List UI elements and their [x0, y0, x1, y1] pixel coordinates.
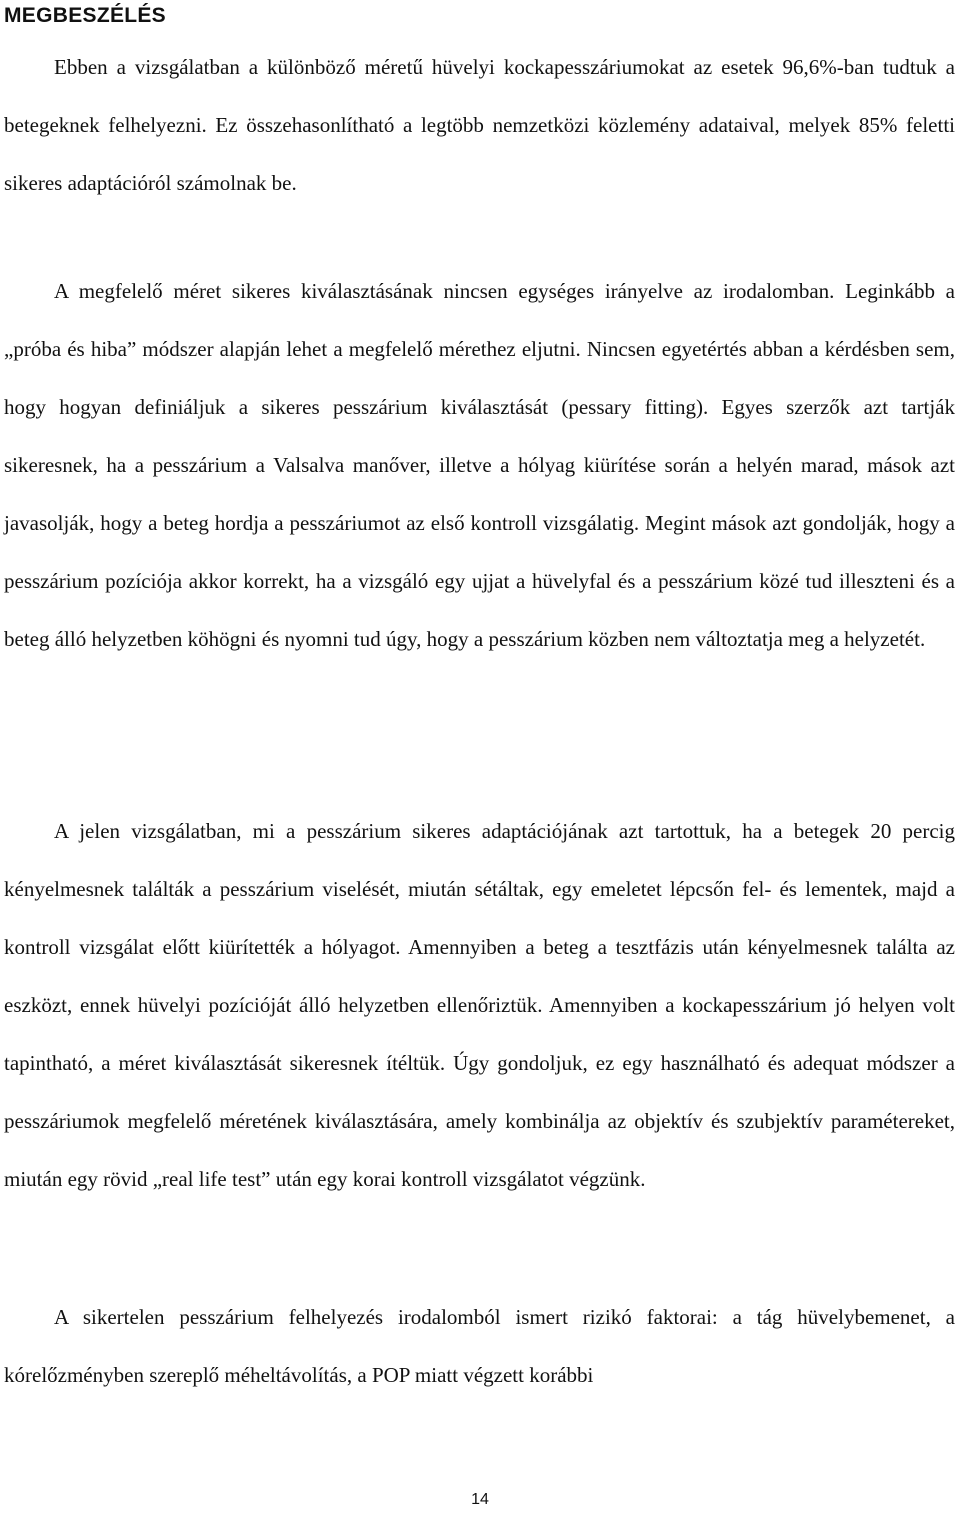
page-number: 14 [471, 1491, 489, 1508]
paragraph-4: A sikertelen pesszárium felhelyezés irodalomból ismert rizikó faktorai: a tág hüvelybemenet, a kórelőzményben szereplő méheltávolítás, a POP miatt végzett korábbi [4, 1305, 955, 1387]
paragraph-1: Ebben a vizsgálatban a különböző méretű hüvelyi kockapesszáriumokat az esetek 96,6%-ban tudtuk a betegeknek felhelyezni. Ez összehasonlítható a legtöbb nemzetközi közlemény adataival, melyek 85% feletti sikeres adaptációról számolnak be. [4, 55, 955, 195]
paragraph-2: A megfelelő méret sikeres kiválasztásának nincsen egységes irányelve az irodalomban. Leginkább a „próba és hiba” módszer alapján lehet a megfelelő mérethez eljutni. Nincsen egyetértés abban a kérdésben sem, hogy hogyan definiáljuk a sikeres pesszárium kiválasztását (pessary fitting). Egyes szerzők azt tartják sikeresnek, ha a pesszárium a Valsalva manőver, illetve a hólyag kiürítése során a helyén marad, mások azt javasolják, hogy a beteg hordja a pesszáriumot az első kontroll vizsgálatig. Megint mások azt gondolják, hogy a pesszárium pozíciója akkor korrekt, ha a vizsgáló egy ujjat a hüvelyfal és a pesszárium közé tud illeszteni és a beteg álló helyzetben köhögni és nyomni tud úgy, hogy a pesszárium közben nem változtatja meg a helyzetét. [4, 279, 955, 651]
paragraph-3: A jelen vizsgálatban, mi a pesszárium sikeres adaptációjának azt tartottuk, ha a betegek 20 percig kényelmesnek találták a pesszárium viselését, miután sétáltak, egy emeletet lépcsőn fel- és lementek, majd a kontroll vizsgálat előtt kiürítették a hólyagot. Amennyiben a beteg a tesztfázis után kényelmesnek találta az eszközt, ennek hüvelyi pozícióját álló helyzetben ellenőriztük. Amennyiben a kockapesszárium jó helyen volt tapintható, a méret kiválasztását sikeresnek ítéltük. Úgy gondoljuk, ez egy használható és adequat módszer a pesszáriumok megfelelő méretének kiválasztására, amely kombinálja az objektív és szubjektív paramétereket, miután egy rövid „real life test” után egy korai kontroll vizsgálatot végzünk. [4, 819, 955, 1191]
section-heading: MEGBESZÉLÉS [4, 4, 166, 27]
